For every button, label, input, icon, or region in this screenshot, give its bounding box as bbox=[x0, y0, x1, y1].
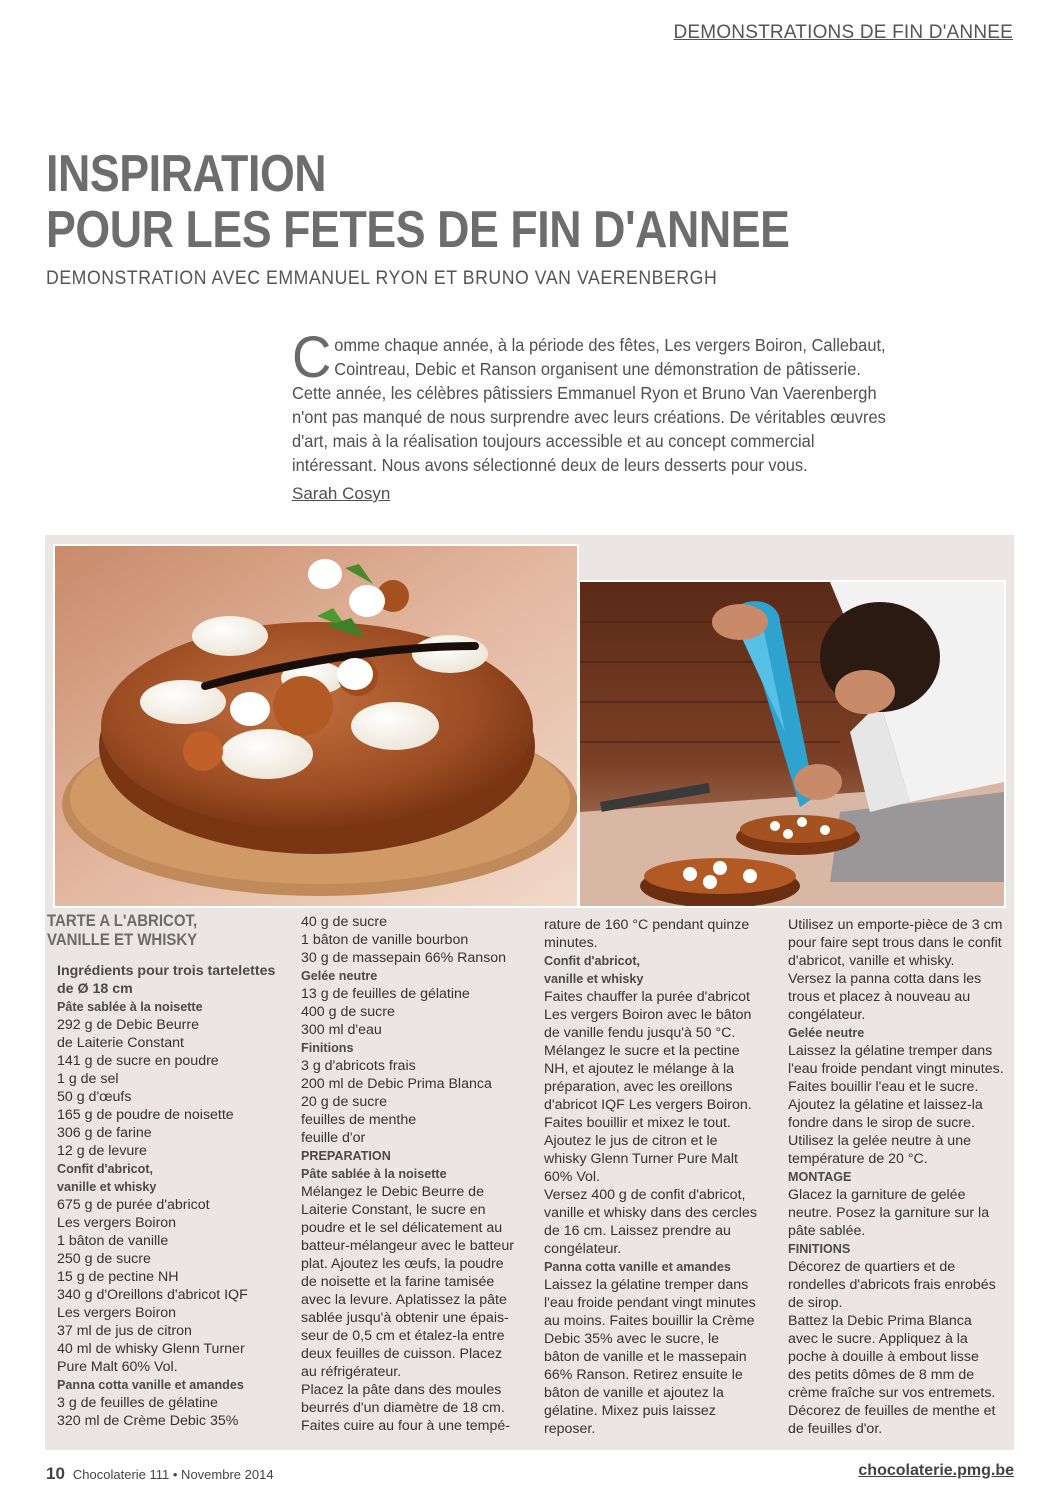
recipe-text-line: Les vergers Boiron avec le bâton bbox=[544, 1007, 752, 1023]
recipe-text-line: seur de 0,5 cm et étalez-la entre bbox=[301, 1328, 505, 1344]
recipe-column-1 bbox=[57, 962, 275, 1430]
recipe-text-line: Mélangez le sucre et la pectine bbox=[544, 1043, 740, 1059]
recipe-text-line: minutes. bbox=[544, 935, 598, 951]
recipe-subheading: Pâte sablée à la noisette bbox=[301, 1167, 447, 1181]
recipe-subheading: de Ø 18 cm bbox=[57, 981, 133, 997]
recipe-subheading: vanille et whisky bbox=[544, 972, 644, 986]
recipe-subheading: Panna cotta vanille et amandes bbox=[57, 1378, 244, 1392]
chef-photo bbox=[578, 580, 1006, 908]
recipe-text-line: 37 ml de jus de citron bbox=[57, 1323, 192, 1339]
recipe-text-line: Laissez la gélatine tremper dans bbox=[788, 1043, 993, 1059]
recipe-text-line: 292 g de Debic Beurre bbox=[57, 1017, 199, 1033]
recipe-subheading: Gelée neutre bbox=[301, 969, 378, 983]
recipe-text-line: 200 ml de Debic Prima Blanca bbox=[301, 1076, 492, 1092]
recipe-text-line: 320 ml de Crème Debic 35% bbox=[57, 1413, 239, 1429]
recipe-title-line-1: TARTE A L'ABRICOT, bbox=[47, 911, 198, 930]
recipe-text-line: température de 20 °C. bbox=[788, 1151, 928, 1167]
recipe-text-line: poche à douille à embout lisse bbox=[788, 1349, 979, 1365]
recipe-text-line: fondre dans le sirop de sucre. bbox=[788, 1115, 975, 1131]
recipe-text-line: 1 bâton de vanille bbox=[57, 1233, 169, 1249]
recipe-text-line: deux feuilles de cuisson. Placez bbox=[301, 1346, 503, 1362]
chef-illustration bbox=[580, 582, 1004, 906]
recipe-text-line: beurrés d'un diamètre de 18 cm. bbox=[301, 1400, 505, 1416]
recipe-text-line: des petits dômes de 8 mm de bbox=[788, 1367, 975, 1383]
recipe-text-line: 340 g d'Oreillons d'abricot IQF bbox=[57, 1287, 248, 1303]
recipe-text-line: Versez la panna cotta dans les bbox=[788, 971, 982, 987]
title-line-1: INSPIRATION bbox=[46, 145, 327, 203]
recipe-text-line: 13 g de feuilles de gélatine bbox=[301, 986, 470, 1002]
recipe-text-line: 1 bâton de vanille bourbon bbox=[301, 932, 469, 948]
recipe-text-line: reposer. bbox=[544, 1421, 596, 1437]
recipe-text-line: 250 g de sucre bbox=[57, 1251, 151, 1267]
article-subtitle: DEMONSTRATION AVEC EMMANUEL RYON ET BRUNO VAN VAERENBERGH bbox=[46, 268, 718, 289]
recipe-subheading: Panna cotta vanille et amandes bbox=[544, 1260, 731, 1274]
recipe-text-line: trous et placez à nouveau au bbox=[788, 989, 971, 1005]
recipe-text-line: congélateur. bbox=[788, 1007, 866, 1023]
recipe-text-line: Debic 35% avec le sucre, le bbox=[544, 1331, 720, 1347]
recipe-text-line: feuille d'or bbox=[301, 1130, 366, 1146]
recipe-text-line: 400 g de sucre bbox=[301, 1004, 395, 1020]
recipe-text-line: Utilisez un emporte-pièce de 3 cm bbox=[788, 917, 1003, 933]
recipe-text-line: whisky Glenn Turner Pure Malt bbox=[544, 1151, 738, 1167]
article-intro bbox=[292, 325, 894, 477]
recipe-text-line: Utilisez la gelée neutre à une bbox=[788, 1133, 971, 1149]
recipe-text-line: Décorez de feuilles de menthe et bbox=[788, 1403, 996, 1419]
recipe-column-4 bbox=[788, 916, 1004, 1438]
recipe-text-line: rondelles d'abricots frais enrobés bbox=[788, 1277, 996, 1293]
recipe-text-line: batteur-mélangeur avec le batteur bbox=[301, 1238, 514, 1254]
recipe-subheading: PREPARATION bbox=[301, 1149, 391, 1163]
recipe-text-line: 60% Vol. bbox=[544, 1169, 601, 1185]
recipe-subheading: Gelée neutre bbox=[788, 1026, 865, 1040]
recipe-subheading: MONTAGE bbox=[788, 1170, 852, 1184]
intro-text: omme chaque année, à la période des fêtes, Les vergers Boiron, Callebaut, Cointreau, Debic et Ranson organisent une démonstration de pâtisserie. Cette année, les célèbres pâtissiers Emmanuel Ryon et Bruno Van Vaerenbergh n'ont pas manqué de nous surprendre avec leurs créations. De véritables œuvres d'art, mais à la réalisation toujours accessible et au concept commercial intéressant. Nous avons sélectionné deux de leurs desserts pour vous. bbox=[292, 335, 886, 475]
recipe-text-line: Les vergers Boiron bbox=[57, 1215, 177, 1231]
recipe-text-line: au moins. Faites bouillir la Crème bbox=[544, 1313, 755, 1329]
recipe-text-line: de vanille fendu jusqu'à 50 °C. bbox=[544, 1025, 736, 1041]
recipe-title-line-2: VANILLE ET WHISKY bbox=[47, 930, 198, 949]
recipe-text-line: d'abricot IQF Les vergers Boiron. bbox=[544, 1097, 752, 1113]
recipe-column-3 bbox=[544, 916, 757, 1438]
recipe-subheading: vanille et whisky bbox=[57, 1180, 157, 1194]
recipe-text-line: 675 g de purée d'abricot bbox=[57, 1197, 210, 1213]
recipe-text-line: 40 g de sucre bbox=[301, 914, 387, 930]
recipe-text-line: avec la levure. Aplatissez la pâte bbox=[301, 1292, 507, 1308]
recipe-text-line: 30 g de massepain 66% Ranson bbox=[301, 950, 507, 966]
recipe-text-line: 141 g de sucre en poudre bbox=[57, 1053, 219, 1069]
recipe-text-line: Battez la Debic Prima Blanca bbox=[788, 1313, 972, 1329]
recipe-text-line: NH, et ajoutez le mélange à la bbox=[544, 1061, 735, 1077]
recipe-text-line: Laiterie Constant, le sucre en bbox=[301, 1202, 486, 1218]
recipe-subheading: Confit d'abricot, bbox=[57, 1162, 154, 1176]
recipe-text-line: Faites bouillir l'eau et le sucre. bbox=[788, 1079, 979, 1095]
recipe-subheading: Confit d'abricot, bbox=[544, 954, 641, 968]
tart-photo bbox=[53, 544, 579, 908]
recipe-text-line: 165 g de poudre de noisette bbox=[57, 1107, 234, 1123]
recipe-text-line: neutre. Posez la garniture sur la bbox=[788, 1205, 990, 1221]
recipe-column-2 bbox=[301, 913, 514, 1435]
recipe-text-line: 66% Ranson. Retirez ensuite le bbox=[544, 1367, 743, 1383]
recipe-text-line: 40 ml de whisky Glenn Turner bbox=[57, 1341, 245, 1357]
recipe-text-line: 1 g de sel bbox=[57, 1071, 119, 1087]
website-link[interactable]: chocolaterie.pmg.be bbox=[858, 1462, 1014, 1479]
recipe-text-line: pour faire sept trous dans le confit bbox=[788, 935, 1002, 951]
recipe-text-line: crème fraîche sur vos entremets. bbox=[788, 1385, 996, 1401]
recipe-text-line: Mélangez le Debic Beurre de bbox=[301, 1184, 484, 1200]
recipe-subheading: Pâte sablée à la noisette bbox=[57, 1000, 203, 1014]
recipe-text-line: Décorez de quartiers et de bbox=[788, 1259, 956, 1275]
recipe-text-line: 300 ml d'eau bbox=[301, 1022, 382, 1038]
recipe-subheading: Finitions bbox=[301, 1041, 354, 1055]
recipe-text-line: Faites chauffer la purée d'abricot bbox=[544, 989, 750, 1005]
recipe-text-line: au réfrigérateur. bbox=[301, 1364, 402, 1380]
recipe-text-line: gélatine. Mixez puis laissez bbox=[544, 1403, 716, 1419]
drop-cap: C bbox=[292, 325, 332, 390]
recipe-text-line: Les vergers Boiron bbox=[57, 1305, 177, 1321]
recipe-text-line: d'abricot, vanille et whisky. bbox=[788, 953, 955, 969]
page-footer bbox=[46, 1464, 274, 1484]
recipe-text-line: Laissez la gélatine tremper dans bbox=[544, 1277, 749, 1293]
recipe-title bbox=[47, 911, 197, 949]
recipe-text-line: vanille et whisky dans des cercles bbox=[544, 1205, 757, 1221]
page-number: 10 bbox=[46, 1464, 65, 1483]
recipe-text-line: Placez la pâte dans des moules bbox=[301, 1382, 502, 1398]
section-header: DEMONSTRATIONS DE FIN D'ANNEE bbox=[673, 22, 1013, 43]
recipe-text-line: rature de 160 °C pendant quinze bbox=[544, 917, 750, 933]
recipe-text-line: congélateur. bbox=[544, 1241, 622, 1257]
recipe-text-line: 3 g de feuilles de gélatine bbox=[57, 1395, 218, 1411]
recipe-text-line: de Laiterie Constant bbox=[57, 1035, 184, 1051]
recipe-subheading: FINITIONS bbox=[788, 1242, 851, 1256]
recipe-text-line: 50 g d'œufs bbox=[57, 1089, 132, 1105]
recipe-text-line: bâton de vanille et le massepain bbox=[544, 1349, 747, 1365]
recipe-text-line: 3 g d'abricots frais bbox=[301, 1058, 416, 1074]
recipe-text-line: Ajoutez la gélatine et laissez-la bbox=[788, 1097, 983, 1113]
recipe-text-line: avec le sucre. Appliquez à la bbox=[788, 1331, 968, 1347]
recipe-text-line: préparation, avec les oreillons bbox=[544, 1079, 733, 1095]
recipe-text-line: de feuilles d'or. bbox=[788, 1421, 883, 1437]
recipe-text-line: 12 g de levure bbox=[57, 1143, 147, 1159]
recipe-text-line: de 16 cm. Laissez prendre au bbox=[544, 1223, 731, 1239]
tart-illustration bbox=[55, 546, 577, 906]
recipe-text-line: l'eau froide pendant vingt minutes. bbox=[788, 1061, 1004, 1077]
recipe-text-line: 20 g de sucre bbox=[301, 1094, 387, 1110]
recipe-text-line: poudre et le sel délicatement au bbox=[301, 1220, 503, 1236]
recipe-text-line: bâton de vanille et ajoutez la bbox=[544, 1385, 724, 1401]
recipe-text-line: Faites bouillir et mixez le tout. bbox=[544, 1115, 731, 1131]
recipe-text-line: Faites cuire au four à une tempé- bbox=[301, 1418, 510, 1434]
author-byline: Sarah Cosyn bbox=[292, 484, 391, 503]
recipe-text-line: pâte sablée. bbox=[788, 1223, 866, 1239]
recipe-text-line: feuilles de menthe bbox=[301, 1112, 417, 1128]
article-title bbox=[46, 146, 790, 258]
recipe-text-line: de noisette et la farine tamisée bbox=[301, 1274, 495, 1290]
recipe-text-line: Ajoutez le jus de citron et le bbox=[544, 1133, 718, 1149]
recipe-text-line: 306 g de farine bbox=[57, 1125, 152, 1141]
recipe-subheading: Ingrédients pour trois tartelettes bbox=[57, 963, 276, 979]
recipe-text-line: de sirop. bbox=[788, 1295, 843, 1311]
recipe-text-line: 15 g de pectine NH bbox=[57, 1269, 179, 1285]
recipe-text-line: l'eau froide pendant vingt minutes bbox=[544, 1295, 756, 1311]
recipe-text-line: Versez 400 g de confit d'abricot, bbox=[544, 1187, 746, 1203]
issue-info: Chocolaterie 111 • Novembre 2014 bbox=[72, 1467, 274, 1482]
recipe-text-line: plat. Ajoutez les œufs, la poudre bbox=[301, 1256, 504, 1272]
recipe-text-line: Pure Malt 60% Vol. bbox=[57, 1359, 178, 1375]
recipe-text-line: Glacez la garniture de gelée bbox=[788, 1187, 966, 1203]
title-line-2: POUR LES FETES DE FIN D'ANNEE bbox=[46, 201, 790, 259]
recipe-text-line: sablée jusqu'à obtenir une épais- bbox=[301, 1310, 509, 1326]
